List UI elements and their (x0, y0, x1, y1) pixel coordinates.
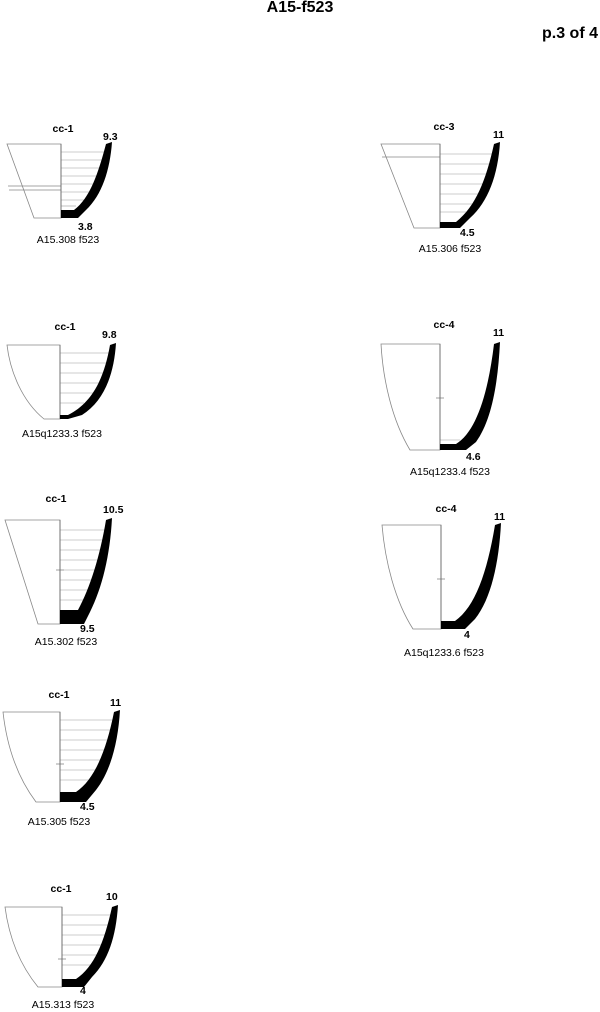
rim-diameter-value: 10.5 (103, 504, 124, 516)
vessel-profile (380, 340, 502, 452)
rim-diameter-value: 9.8 (102, 329, 117, 341)
vessel-code: A15.302 f523 (34, 636, 98, 648)
vessel-type-label: cc-3 (433, 121, 455, 133)
base-diameter-value: 3.8 (78, 221, 93, 233)
base-diameter-value: 4.5 (80, 801, 95, 813)
vessel-type-label: cc-1 (50, 883, 72, 895)
vessel-profile (381, 521, 503, 631)
vessel-type-label: cc-4 (433, 319, 455, 331)
vessel-profile (380, 140, 502, 230)
vessel-type-label: cc-1 (48, 689, 70, 701)
vessel-profile (4, 516, 118, 626)
vessel-type-label: cc-1 (52, 123, 74, 135)
vessel-profile (2, 708, 124, 804)
vessel-code: A15.306 f523 (418, 243, 482, 255)
rim-diameter-value: 11 (493, 327, 505, 339)
vessel-type-label: cc-1 (54, 321, 76, 333)
vessel-type-label: cc-4 (435, 503, 457, 515)
base-diameter-value: 4.5 (460, 227, 475, 239)
vessel-code: A15.308 f523 (36, 234, 100, 246)
page-title: A15-f523 (266, 0, 334, 16)
rim-diameter-value: 11 (494, 511, 506, 523)
vessel-code: A15.305 f523 (27, 816, 91, 828)
vessel-code: A15q1233.6 f523 (404, 647, 484, 659)
vessel-code: A15q1233.4 f523 (410, 466, 490, 478)
base-diameter-value: 4 (464, 629, 470, 641)
base-diameter-value: 4 (80, 985, 86, 997)
vessel-profile (4, 903, 122, 989)
rim-diameter-value: 10 (106, 891, 118, 903)
vessel-profile (6, 140, 118, 220)
vessel-profile (6, 341, 120, 421)
page-number: p.3 of 4 (541, 25, 598, 42)
base-diameter-value: 9.5 (80, 623, 95, 635)
vessel-type-label: cc-1 (45, 493, 67, 505)
rim-diameter-value: 11 (110, 697, 122, 709)
rim-diameter-value: 11 (493, 129, 505, 141)
vessel-code: A15.313 f523 (31, 999, 95, 1011)
rim-diameter-value: 9.3 (103, 131, 118, 143)
base-diameter-value: 4.6 (466, 451, 481, 463)
vessel-code: A15q1233.3 f523 (22, 428, 102, 440)
